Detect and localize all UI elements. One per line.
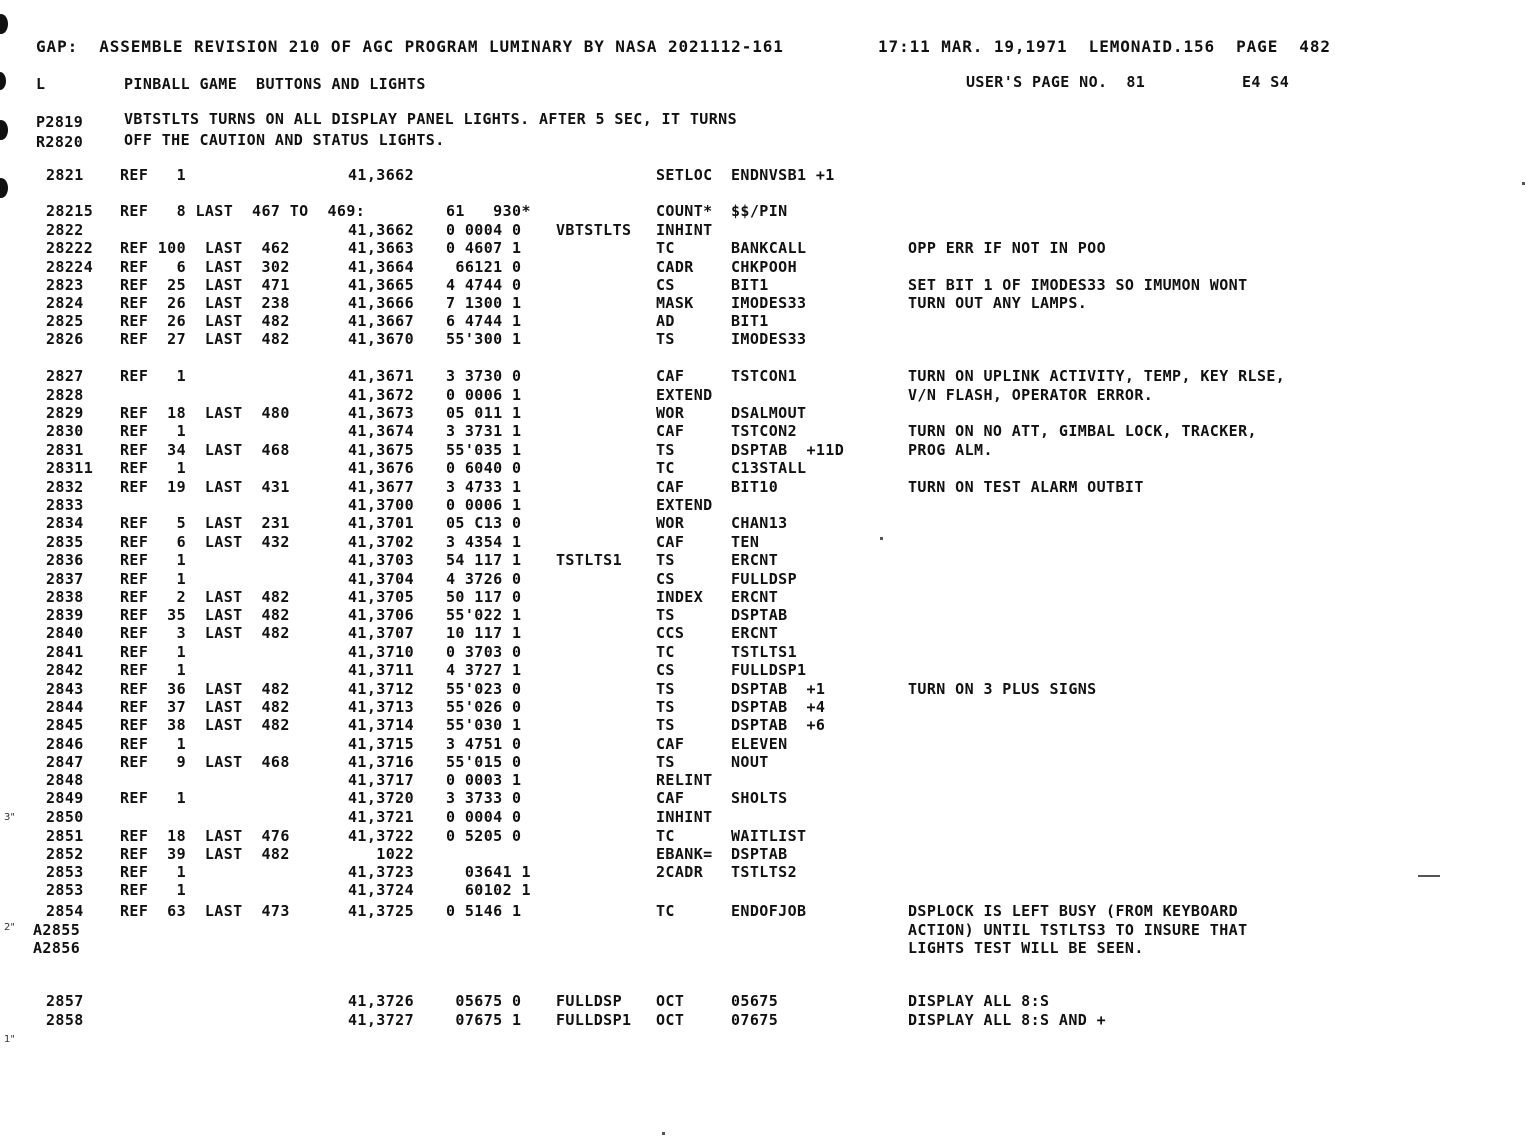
line-number: 2857 — [46, 992, 84, 1010]
address: 41,3715 — [348, 735, 415, 753]
octal-code: 61 930* — [446, 202, 531, 220]
line-number: 2845 — [46, 716, 84, 734]
ref-field: REF 1 — [120, 863, 187, 881]
line-number: 2850 — [46, 808, 84, 826]
address: 41,3670 — [348, 330, 415, 348]
address: 41,3707 — [348, 624, 415, 642]
opcode: WOR — [656, 404, 685, 422]
address: 41,3666 — [348, 294, 415, 312]
address: 41,3665 — [348, 276, 415, 294]
ref-field: REF 39 LAST 482 — [120, 845, 290, 863]
octal-code: 3 4733 1 — [446, 478, 522, 496]
octal-code: 4 4744 0 — [446, 276, 522, 294]
page-code: E4 S4 — [1242, 73, 1290, 91]
margin-ruler-mark: 2" — [4, 922, 15, 933]
line-number: 2822 — [46, 221, 84, 239]
ref-field: REF 27 LAST 482 — [120, 330, 290, 348]
octal-code: 54 117 1 — [446, 551, 522, 569]
line-number: 2837 — [46, 570, 84, 588]
octal-code: 05 C13 0 — [446, 514, 522, 532]
ref-field: REF 35 LAST 482 — [120, 606, 290, 624]
opcode: TS — [656, 753, 675, 771]
octal-code: 66121 0 — [446, 258, 522, 276]
address: 41,3663 — [348, 239, 415, 257]
operand: TEN — [731, 533, 760, 551]
line-number: 2824 — [46, 294, 84, 312]
operand: $$/PIN — [731, 202, 788, 220]
operand: ENDNVSB1 +1 — [731, 166, 835, 184]
line-number: 28224 — [46, 258, 94, 276]
address: 41,3721 — [348, 808, 415, 826]
octal-code: 3 4354 1 — [446, 533, 522, 551]
line-number: 28215 — [46, 202, 94, 220]
opcode: AD — [656, 312, 675, 330]
opcode: INHINT — [656, 221, 713, 239]
address: 41,3713 — [348, 698, 415, 716]
punch-hole-mark — [0, 120, 8, 140]
ref-field: REF 6 LAST 432 — [120, 533, 290, 551]
opcode: CAF — [656, 533, 685, 551]
address: 41,3716 — [348, 753, 415, 771]
octal-code: 0 0003 1 — [446, 771, 522, 789]
comment: TURN OUT ANY LAMPS. — [908, 294, 1088, 312]
ref-field: REF 36 LAST 482 — [120, 680, 290, 698]
ref-field: REF 1 — [120, 643, 187, 661]
address: 41,3717 — [348, 771, 415, 789]
octal-code: 0 0004 0 — [446, 808, 522, 826]
operand: CHAN13 — [731, 514, 788, 532]
octal-code: 3 3733 0 — [446, 789, 522, 807]
margin-ruler-mark: 1" — [4, 1034, 15, 1045]
octal-code: 55'300 1 — [446, 330, 522, 348]
opcode: OCT — [656, 992, 685, 1010]
operand: ERCNT — [731, 551, 779, 569]
line-number: 28222 — [46, 239, 94, 257]
comment: TURN ON TEST ALARM OUTBIT — [908, 478, 1144, 496]
octal-code: 55'035 1 — [446, 441, 522, 459]
address: 41,3673 — [348, 404, 415, 422]
punch-hole-mark — [0, 178, 8, 198]
octal-code: 55'023 0 — [446, 680, 522, 698]
ref-field: REF 1 — [120, 881, 187, 899]
punch-hole-mark — [0, 72, 6, 90]
ref-field: REF 37 LAST 482 — [120, 698, 290, 716]
margin-ruler-mark: 3" — [4, 812, 15, 823]
operand: DSPTAB +6 — [731, 716, 826, 734]
opcode: CCS — [656, 624, 685, 642]
address: 41,3720 — [348, 789, 415, 807]
operand: 07675 — [731, 1011, 779, 1029]
comment: DSPLOCK IS LEFT BUSY (FROM KEYBOARD — [908, 902, 1239, 920]
address: 41,3702 — [348, 533, 415, 551]
ref-field: REF 34 LAST 468 — [120, 441, 290, 459]
ref-field: REF 63 LAST 473 — [120, 902, 290, 920]
octal-code: 0 0004 0 — [446, 221, 522, 239]
operand: NOUT — [731, 753, 769, 771]
line-number: 2839 — [46, 606, 84, 624]
operand: IMODES33 — [731, 330, 807, 348]
octal-code: 0 0006 1 — [446, 386, 522, 404]
comment: TURN ON 3 PLUS SIGNS — [908, 680, 1097, 698]
operand: DSPTAB +11D — [731, 441, 845, 459]
operand: ENDOFJOB — [731, 902, 807, 920]
comment: DISPLAY ALL 8:S — [908, 992, 1050, 1010]
operand: 05675 — [731, 992, 779, 1010]
ref-field: REF 100 LAST 462 — [120, 239, 290, 257]
address: 41,3662 — [348, 166, 415, 184]
line-number: 2847 — [46, 753, 84, 771]
operand: IMODES33 — [731, 294, 807, 312]
remark-id: R2820 — [36, 133, 84, 151]
comment: LIGHTS TEST WILL BE SEEN. — [908, 939, 1144, 957]
subheader-letter: L — [36, 75, 46, 93]
address: 41,3722 — [348, 827, 415, 845]
octal-code: 03641 1 — [446, 863, 531, 881]
line-number: 2851 — [46, 827, 84, 845]
address: 41,3706 — [348, 606, 415, 624]
comment: V/N FLASH, OPERATOR ERROR. — [908, 386, 1154, 404]
opcode: 2CADR — [656, 863, 704, 881]
label: FULLDSP — [556, 992, 623, 1010]
ref-field: REF 9 LAST 468 — [120, 753, 290, 771]
line-number: 2852 — [46, 845, 84, 863]
address: 41,3674 — [348, 422, 415, 440]
opcode: TS — [656, 680, 675, 698]
opcode: CS — [656, 570, 675, 588]
operand: DSPTAB +1 — [731, 680, 826, 698]
opcode: EXTEND — [656, 386, 713, 404]
opcode: INHINT — [656, 808, 713, 826]
line-number: 2832 — [46, 478, 84, 496]
octal-code: 0 5205 0 — [446, 827, 522, 845]
line-number: 2821 — [46, 166, 84, 184]
operand: DSALMOUT — [731, 404, 807, 422]
line-number: 2853 — [46, 863, 84, 881]
scan-speck — [662, 1132, 665, 1135]
octal-code: 55'026 0 — [446, 698, 522, 716]
opcode: INDEX — [656, 588, 704, 606]
ref-field: REF 3 LAST 482 — [120, 624, 290, 642]
comment: ACTION) UNTIL TSTLTS3 TO INSURE THAT — [908, 921, 1248, 939]
address: 41,3667 — [348, 312, 415, 330]
remark-text: VBTSTLTS TURNS ON ALL DISPLAY PANEL LIGHTS. AFTER 5 SEC, IT TURNS — [124, 110, 737, 128]
octal-code: 55'015 0 — [446, 753, 522, 771]
opcode: CAF — [656, 367, 685, 385]
line-number: 2836 — [46, 551, 84, 569]
opcode: MASK — [656, 294, 694, 312]
line-number: 2834 — [46, 514, 84, 532]
operand: BIT1 — [731, 276, 769, 294]
ref-field: REF 5 LAST 231 — [120, 514, 290, 532]
address: 41,3704 — [348, 570, 415, 588]
opcode: TS — [656, 330, 675, 348]
line-number: 2842 — [46, 661, 84, 679]
opcode: WOR — [656, 514, 685, 532]
operand: ERCNT — [731, 624, 779, 642]
operand: BIT10 — [731, 478, 779, 496]
ref-field: REF 18 LAST 480 — [120, 404, 290, 422]
octal-code: 4 3727 1 — [446, 661, 522, 679]
address: 41,3700 — [348, 496, 415, 514]
octal-code: 10 117 1 — [446, 624, 522, 642]
line-number: 2833 — [46, 496, 84, 514]
address: 41,3711 — [348, 661, 415, 679]
octal-code: 0 0006 1 — [446, 496, 522, 514]
opcode: TS — [656, 441, 675, 459]
operand: WAITLIST — [731, 827, 807, 845]
address: 41,3725 — [348, 902, 415, 920]
line-number: 2849 — [46, 789, 84, 807]
ref-field: REF 26 LAST 482 — [120, 312, 290, 330]
line-number: 2858 — [46, 1011, 84, 1029]
comment: PROG ALM. — [908, 441, 993, 459]
opcode: TS — [656, 698, 675, 716]
section-title: PINBALL GAME BUTTONS AND LIGHTS — [124, 75, 426, 93]
ref-field: REF 1 — [120, 422, 187, 440]
line-number: 2838 — [46, 588, 84, 606]
opcode: EXTEND — [656, 496, 713, 514]
octal-code: 50 117 0 — [446, 588, 522, 606]
comment: DISPLAY ALL 8:S AND + — [908, 1011, 1107, 1029]
label: FULLDSP1 — [556, 1011, 632, 1029]
opcode: CAF — [656, 735, 685, 753]
address: 41,3662 — [348, 221, 415, 239]
address: 41,3671 — [348, 367, 415, 385]
operand: BIT1 — [731, 312, 769, 330]
line-number: 2835 — [46, 533, 84, 551]
address: 41,3677 — [348, 478, 415, 496]
operand: DSPTAB — [731, 606, 788, 624]
line-number: 2844 — [46, 698, 84, 716]
address: 41,3714 — [348, 716, 415, 734]
line-number: 2853 — [46, 881, 84, 899]
ref-field: REF 19 LAST 431 — [120, 478, 290, 496]
opcode: TC — [656, 239, 675, 257]
octal-code: 3 3731 1 — [446, 422, 522, 440]
octal-code: 05 011 1 — [446, 404, 522, 422]
operand: TSTCON1 — [731, 367, 798, 385]
opcode: CAF — [656, 422, 685, 440]
opcode: EBANK= — [656, 845, 713, 863]
operand: BANKCALL — [731, 239, 807, 257]
operand: CHKPOOH — [731, 258, 798, 276]
line-number: 2830 — [46, 422, 84, 440]
line-number: A2856 — [33, 939, 81, 957]
line-number: 28311 — [46, 459, 94, 477]
ref-field: REF 1 — [120, 735, 187, 753]
line-number: 2840 — [46, 624, 84, 642]
octal-code: 3 4751 0 — [446, 735, 522, 753]
opcode: TS — [656, 606, 675, 624]
address: 41,3703 — [348, 551, 415, 569]
opcode: TC — [656, 643, 675, 661]
ref-field: REF 26 LAST 238 — [120, 294, 290, 312]
scan-speck — [880, 537, 883, 540]
address: 41,3710 — [348, 643, 415, 661]
label: TSTLTS1 — [556, 551, 623, 569]
scan-speck — [1418, 875, 1440, 877]
opcode: CAF — [656, 789, 685, 807]
operand: ERCNT — [731, 588, 779, 606]
line-number: 2827 — [46, 367, 84, 385]
ref-field: REF 1 — [120, 367, 187, 385]
remark-id: P2819 — [36, 113, 84, 131]
address: 41,3664 — [348, 258, 415, 276]
users-page-number: USER'S PAGE NO. 81 — [966, 73, 1146, 91]
punch-hole-mark — [0, 14, 8, 34]
line-number: 2843 — [46, 680, 84, 698]
address: 41,3672 — [348, 386, 415, 404]
operand: C13STALL — [731, 459, 807, 477]
octal-code: 0 6040 0 — [446, 459, 522, 477]
address: 41,3724 — [348, 881, 415, 899]
octal-code: 4 3726 0 — [446, 570, 522, 588]
address: 41,3701 — [348, 514, 415, 532]
opcode: CS — [656, 661, 675, 679]
opcode: TS — [656, 716, 675, 734]
line-number: 2828 — [46, 386, 84, 404]
remark-text: OFF THE CAUTION AND STATUS LIGHTS. — [124, 131, 445, 149]
address: 41,3705 — [348, 588, 415, 606]
line-number: 2831 — [46, 441, 84, 459]
operand: ELEVEN — [731, 735, 788, 753]
comment: SET BIT 1 OF IMODES33 SO IMUMON WONT — [908, 276, 1248, 294]
opcode: CS — [656, 276, 675, 294]
ref-field: REF 25 LAST 471 — [120, 276, 290, 294]
address: 1022 — [348, 845, 415, 863]
line-number: 2841 — [46, 643, 84, 661]
opcode: TS — [656, 551, 675, 569]
opcode: TC — [656, 459, 675, 477]
operand: FULLDSP1 — [731, 661, 807, 679]
comment: TURN ON NO ATT, GIMBAL LOCK, TRACKER, — [908, 422, 1257, 440]
octal-code: 6 4744 1 — [446, 312, 522, 330]
line-number: 2823 — [46, 276, 84, 294]
octal-code: 05675 0 — [446, 992, 522, 1010]
opcode: CADR — [656, 258, 694, 276]
address: 41,3676 — [348, 459, 415, 477]
operand: TSTCON2 — [731, 422, 798, 440]
ref-field: REF 1 — [120, 166, 187, 184]
line-number: 2829 — [46, 404, 84, 422]
opcode: SETLOC — [656, 166, 713, 184]
operand: SHOLTS — [731, 789, 788, 807]
octal-code: 0 5146 1 — [446, 902, 522, 920]
line-number: A2855 — [33, 921, 81, 939]
line-number: 2854 — [46, 902, 84, 920]
opcode: CAF — [656, 478, 685, 496]
ref-field: REF 8 LAST 467 TO 469: — [120, 202, 366, 220]
line-number: 2846 — [46, 735, 84, 753]
ref-field: REF 18 LAST 476 — [120, 827, 290, 845]
address: 41,3712 — [348, 680, 415, 698]
operand: DSPTAB +4 — [731, 698, 826, 716]
operand: FULLDSP — [731, 570, 798, 588]
comment: TURN ON UPLINK ACTIVITY, TEMP, KEY RLSE, — [908, 367, 1286, 385]
opcode: OCT — [656, 1011, 685, 1029]
scan-speck — [1522, 182, 1525, 185]
address: 41,3675 — [348, 441, 415, 459]
address: 41,3726 — [348, 992, 415, 1010]
opcode: TC — [656, 827, 675, 845]
ref-field: REF 1 — [120, 789, 187, 807]
octal-code: 0 4607 1 — [446, 239, 522, 257]
operand: TSTLTS1 — [731, 643, 798, 661]
octal-code: 55'030 1 — [446, 716, 522, 734]
ref-field: REF 2 LAST 482 — [120, 588, 290, 606]
line-number: 2825 — [46, 312, 84, 330]
ref-field: REF 1 — [120, 570, 187, 588]
octal-code: 07675 1 — [446, 1011, 522, 1029]
line-number: 2848 — [46, 771, 84, 789]
octal-code: 7 1300 1 — [446, 294, 522, 312]
opcode: COUNT* — [656, 202, 713, 220]
line-number: 2826 — [46, 330, 84, 348]
opcode: TC — [656, 902, 675, 920]
ref-field: REF 1 — [120, 551, 187, 569]
ref-field: REF 1 — [120, 661, 187, 679]
opcode: RELINT — [656, 771, 713, 789]
octal-code: 60102 1 — [446, 881, 531, 899]
operand: TSTLTS2 — [731, 863, 798, 881]
octal-code: 55'022 1 — [446, 606, 522, 624]
operand: DSPTAB — [731, 845, 788, 863]
header-right: 17:11 MAR. 19,1971 LEMONAID.156 PAGE 482 — [878, 37, 1331, 56]
octal-code: 0 3703 0 — [446, 643, 522, 661]
ref-field: REF 6 LAST 302 — [120, 258, 290, 276]
ref-field: REF 38 LAST 482 — [120, 716, 290, 734]
comment: OPP ERR IF NOT IN POO — [908, 239, 1107, 257]
address: 41,3727 — [348, 1011, 415, 1029]
header-left: GAP: ASSEMBLE REVISION 210 OF AGC PROGRAM LUMINARY BY NASA 2021112-161 — [36, 37, 784, 56]
ref-field: REF 1 — [120, 459, 187, 477]
octal-code: 3 3730 0 — [446, 367, 522, 385]
address: 41,3723 — [348, 863, 415, 881]
label: VBTSTLTS — [556, 221, 632, 239]
